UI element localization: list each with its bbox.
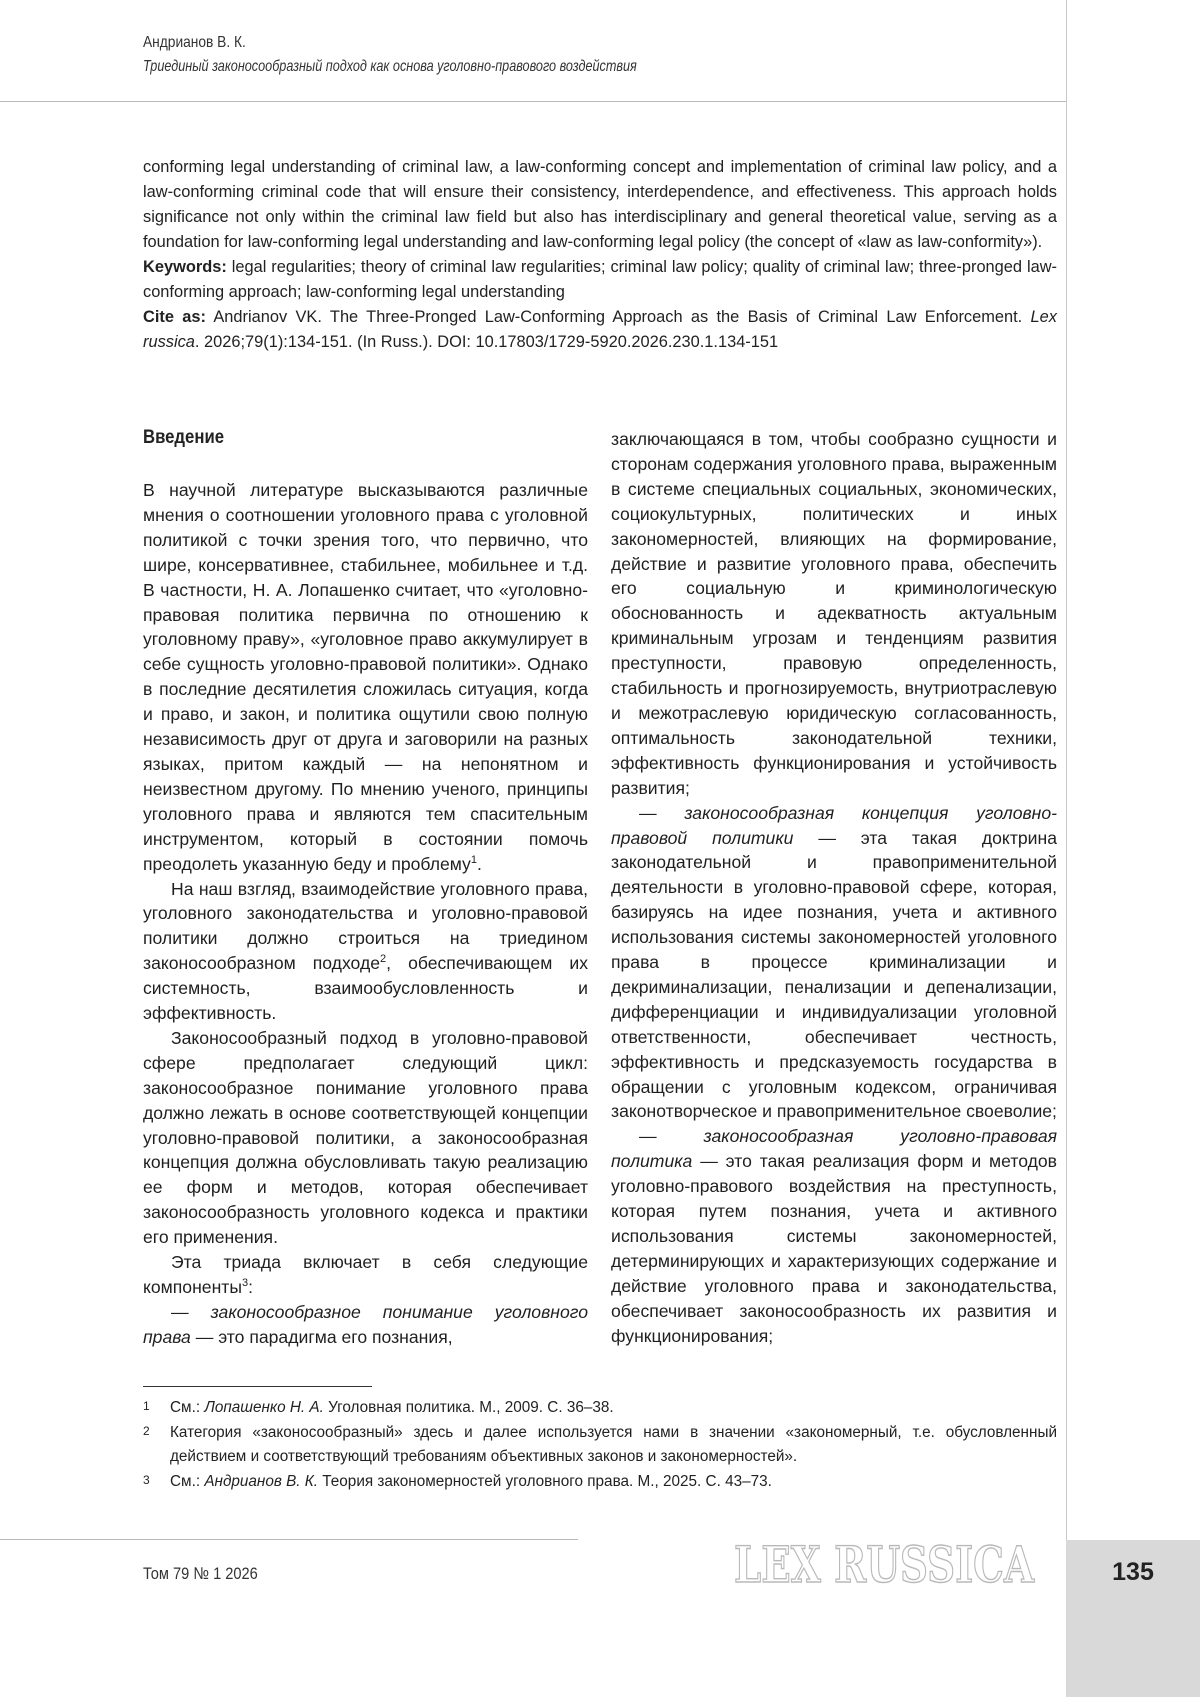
page-number: 135 — [1112, 1558, 1154, 1586]
footnote: 1 См.: Лопашенко Н. А. Уголовная политика. М., 2009. С. 36–38. — [143, 1396, 1057, 1421]
running-head-author: Андрианов В. К. — [143, 34, 246, 51]
footnote: 3 См.: Андрианов В. К. Теория закономерностей уголовного права. М., 2025. С. 43–73. — [143, 1470, 1057, 1495]
term-emphasis: законосообразное понимание уголовного права — [143, 1301, 588, 1347]
header-rule — [0, 101, 1066, 102]
paragraph: Законосообразный подход в уголовно-правовой сфере предполагает следующий цикл: законосообразное понимание уголовного права должно лежать в основе соответствующей концепции уголовно-правовой политики, а законосообразная концепция должна обусловливать такую реализацию ее форм и методов, которая обеспечивает законосообразность уголовного кодекса и практики его применения. — [143, 1027, 588, 1248]
keywords-text: legal regularities; theory of criminal law regularities; criminal law policy; quality of criminal law; three-pronged law-conforming approach; law-conforming legal understanding — [143, 258, 1057, 301]
footnote-ref: 1 — [470, 853, 477, 866]
body-column-left — [143, 478, 588, 1350]
cite-rest: . 2026;79(1):134-151. (In Russ.). DOI: 10.17803/1729-5920.2026.230.1.134-151 — [194, 333, 779, 351]
cite-label: Cite as: — [143, 308, 206, 326]
paragraph: Эта триада включает в себя следующие компоненты$^3$: — [143, 1252, 588, 1297]
cite-journal: Lex russica — [143, 308, 1057, 351]
section-heading: Введение — [143, 427, 225, 448]
journal-logo — [732, 1532, 1042, 1598]
footnote-number: 3 — [143, 1472, 150, 1487]
paragraph: — законосообразная уголовно-правовая политика — это такая реализация форм и методов уголовно-правового воздействия на преступность, которая путем познания, учета и активного использования системы закономерностей, детерминирующих и характеризующих содержание и действие уголовного права и законодательства, обеспечивает законосообразность их развития и функционирования; — [611, 1126, 1058, 1346]
footnote-number: 1 — [143, 1399, 150, 1413]
footnotes — [143, 1396, 1057, 1494]
cite-line — [143, 305, 1057, 355]
paragraph: На наш взгляд, взаимодействие уголовного права, уголовного законодательства и уголовно-правовой политики должно строиться на триедином законосообразном подходе$^2$, обеспечивающем их системность, взаимообусловленность и эффективность. — [143, 878, 588, 1024]
running-head-title: Триединый законосообразный подход как основа уголовно-правового воздействия — [143, 58, 637, 75]
journal-logo-text: LEX RUSSICA — [734, 1535, 1035, 1594]
paragraph-continued: заключающаяся в том, чтобы сообразно сущности и сторонам содержания уголовного права, выраженным в системе специальных социальных, экономических, социокультурных, политических и иных закономерностей, влияющих на формирование, действие и развитие уголовного права, обеспечить его социальную и криминологическую обоснованность и адекватность актуальным криминальным угрозам и тенденциям развития преступности, правовую определенность, стабильность и прогнозируемость, внутриотраслевую и межотраслевую юридическую согласованность, оптимальность законодательной техники, эффективность функционирования и устойчивость развития; — [611, 429, 1057, 798]
footer-rule — [0, 1539, 578, 1540]
side-rule — [1066, 0, 1067, 1540]
paragraph: — законосообразная концепция уголовно-правовой политики — эта такая доктрина законодательной и правоприменительной деятельности в уголовно-правовой сфере, которая, базируясь на идее познания, учета и активного использования системы закономерностей уголовного права в процессе криминализации и декриминализации, пенализации и депенализации, дифференциации и индивидуализации уголовной ответственности, обеспечивает честность, эффективность и предсказуемость государства в обращении с уголовным кодексом, ограничивая законотворческое и правоприменительное своеволие; — [611, 802, 1057, 1122]
paragraph: — законосообразное понимание уголовного права — это парадигма его познания, — [143, 1301, 588, 1347]
body-column-right — [611, 427, 1057, 1349]
abstract-text: conforming legal understanding of criminal law, a law-conforming concept and implementation of criminal law policy, and a law-conforming criminal code that will ensure their consistency, interdependence, and effectiveness. This approach holds significance not only within the criminal law field but also has interdisciplinary and general theoretical value, serving as a foundation for law-conforming legal understanding and law-conforming legal policy (the concept of «law as law-conformity»). — [143, 158, 1057, 251]
footnote-rule — [143, 1386, 372, 1387]
abstract — [143, 155, 1057, 355]
term-emphasis: законосообразная концепция уголовно-правовой политики — [611, 802, 1057, 848]
footnote-ref: 2 — [380, 953, 387, 966]
term-emphasis: законосообразная уголовно-правовая политика — [611, 1126, 1058, 1172]
keywords-line — [143, 255, 1057, 305]
keywords-label: Keywords: — [143, 258, 227, 276]
footnote: 2 Категория «законосообразный» здесь и далее используется нами в значении «закономерный, т.е. обусловленный действием и соответствующий требованиям объективных законов и закономерностей». — [143, 1421, 1057, 1470]
cite-text: Andrianov VK. The Three-Pronged Law-Conforming Approach as the Basis of Criminal Law Enforcement. — [205, 308, 1031, 326]
paragraph: В научной литературе высказываются различные мнения о соотношении уголовного права с уголовной политикой с точки зрения того, что первично, что шире, консервативнее, стабильнее, мобильнее и т.д. В частности, Н. А. Лопашенко считает, что «уголовно-правовая политика первична по отношению к уголовному праву», «уголовное право аккумулирует в себе сущность уголовно-правовой политики». Однако в последние десятилетия сложилась ситуация, когда и право, и закон, и политика ощутили свою полную независимость друг от друга и заговорили на разных языках, притом каждый — на непонятном и неизвестном другому. По мнению ученого, принципы уголовного права и являются тем спасительным инструментом, который в состоянии помочь преодолеть указанную беду и проблему$^1$. — [143, 480, 588, 874]
footnote-number: 2 — [143, 1423, 150, 1438]
footnote-ref: 3 — [242, 1277, 249, 1290]
volume-issue: Том 79 № 1 2026 — [143, 1564, 258, 1583]
